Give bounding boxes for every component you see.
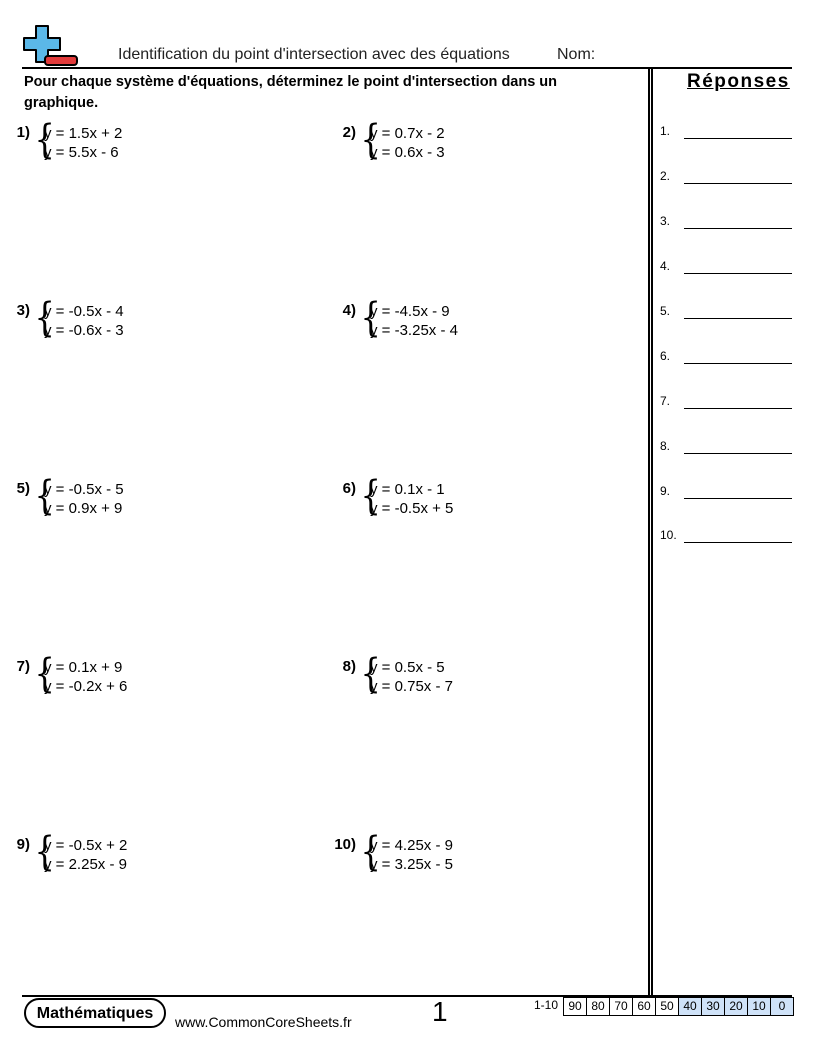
problem-number: 4)	[342, 302, 356, 319]
problem-3	[4, 295, 284, 344]
answer-label: 9.	[660, 484, 671, 498]
equation-1: y = -4.5x - 9	[370, 303, 450, 320]
answer-line[interactable]	[684, 273, 792, 274]
answer-slot-6	[660, 349, 792, 369]
brace-icon: {	[34, 829, 55, 875]
problem-number: 2)	[342, 124, 356, 141]
equation-2: y = 0.6x - 3	[370, 144, 445, 161]
header-divider	[22, 67, 792, 69]
answer-slot-8	[660, 439, 792, 459]
equation-2: y = 0.9x + 9	[44, 500, 123, 517]
brace-icon: {	[360, 295, 381, 341]
equation-1: y = 0.1x - 1	[370, 481, 445, 498]
answer-slot-3	[660, 214, 792, 234]
problem-number: 8)	[342, 658, 356, 675]
equation-2: y = -0.6x - 3	[44, 322, 124, 339]
brace-icon: {	[34, 295, 55, 341]
equation-1: y = -0.5x - 4	[44, 303, 124, 320]
score-table	[564, 997, 794, 1016]
equation-2: y = 2.25x - 9	[44, 856, 127, 873]
problem-4	[330, 295, 610, 344]
answer-label: 6.	[660, 349, 671, 363]
equation-2: y = 0.75x - 7	[370, 678, 453, 695]
score-cell: 60	[632, 997, 656, 1016]
problem-number: 1)	[16, 124, 30, 141]
equation-2: y = 5.5x - 6	[44, 144, 119, 161]
brace-icon: {	[34, 473, 55, 519]
problem-number: 3)	[16, 302, 30, 319]
score-cell: 40	[678, 997, 702, 1016]
problem-9	[4, 829, 284, 878]
equation-2: y = -0.2x + 6	[44, 678, 128, 695]
answer-slot-2	[660, 169, 792, 189]
problem-8	[330, 651, 610, 700]
answer-slot-1	[660, 124, 792, 144]
answer-label: 1.	[660, 124, 671, 138]
problem-number: 10)	[334, 836, 356, 853]
problem-10	[330, 829, 610, 878]
answers-title: Réponses	[687, 71, 790, 92]
answer-slot-5	[660, 304, 792, 324]
name-label: Nom:	[557, 46, 596, 63]
answer-line[interactable]	[684, 138, 792, 139]
score-cell: 10	[747, 997, 771, 1016]
problem-1	[4, 117, 284, 166]
page-number: 1	[432, 996, 448, 1027]
equation-1: y = 1.5x + 2	[44, 125, 123, 142]
website-link[interactable]: www.CommonCoreSheets.fr	[175, 1014, 352, 1030]
answer-line[interactable]	[684, 453, 792, 454]
equation-1: y = 0.1x + 9	[44, 659, 123, 676]
problem-2	[330, 117, 610, 166]
answer-line[interactable]	[684, 183, 792, 184]
brace-icon: {	[360, 117, 381, 163]
problem-5	[4, 473, 284, 522]
answer-label: 3.	[660, 214, 671, 228]
answer-line[interactable]	[684, 318, 792, 319]
score-cell: 80	[586, 997, 610, 1016]
score-cell: 30	[701, 997, 725, 1016]
equation-2: y = 3.25x - 5	[370, 856, 453, 873]
answer-line[interactable]	[684, 363, 792, 364]
plus-minus-logo-icon	[22, 24, 80, 68]
answer-label: 8.	[660, 439, 671, 453]
answer-slot-10	[660, 528, 792, 548]
problem-number: 6)	[342, 480, 356, 497]
brace-icon: {	[360, 651, 381, 697]
answer-label: 4.	[660, 259, 671, 273]
score-range-label: 1-10	[534, 998, 559, 1012]
brace-icon: {	[360, 473, 381, 519]
answer-slot-4	[660, 259, 792, 279]
equation-1: y = 0.5x - 5	[370, 659, 445, 676]
instructions: Pour chaque système d'équations, déterminez le point d'intersection dans un graphique.	[24, 74, 558, 111]
equation-2: y = -3.25x - 4	[370, 322, 458, 339]
answer-line[interactable]	[684, 542, 792, 543]
subject-badge: Mathématiques	[24, 998, 166, 1028]
answer-slot-7	[660, 394, 792, 414]
worksheet-title: Identification du point d'intersection avec des équations	[118, 46, 510, 63]
answer-line[interactable]	[684, 228, 792, 229]
score-cell: 20	[724, 997, 748, 1016]
answer-label: 10.	[660, 528, 677, 542]
problem-number: 7)	[16, 658, 30, 675]
brace-icon: {	[360, 829, 381, 875]
answer-slot-9	[660, 484, 792, 504]
answer-line[interactable]	[684, 408, 792, 409]
score-cell: 50	[655, 997, 679, 1016]
equation-1: y = -0.5x + 2	[44, 837, 128, 854]
brace-icon: {	[34, 651, 55, 697]
score-cell: 90	[563, 997, 587, 1016]
answer-column-divider	[648, 67, 653, 995]
problem-number: 5)	[16, 480, 30, 497]
problem-6	[330, 473, 610, 522]
brace-icon: {	[34, 117, 55, 163]
answer-label: 2.	[660, 169, 671, 183]
equation-1: y = -0.5x - 5	[44, 481, 124, 498]
equation-2: y = -0.5x + 5	[370, 500, 454, 517]
answer-line[interactable]	[684, 498, 792, 499]
problem-7	[4, 651, 284, 700]
answer-label: 7.	[660, 394, 671, 408]
score-cell: 0	[770, 997, 794, 1016]
score-cell: 70	[609, 997, 633, 1016]
equation-1: y = 0.7x - 2	[370, 125, 445, 142]
equation-1: y = 4.25x - 9	[370, 837, 453, 854]
problem-number: 9)	[16, 836, 30, 853]
answer-label: 5.	[660, 304, 671, 318]
